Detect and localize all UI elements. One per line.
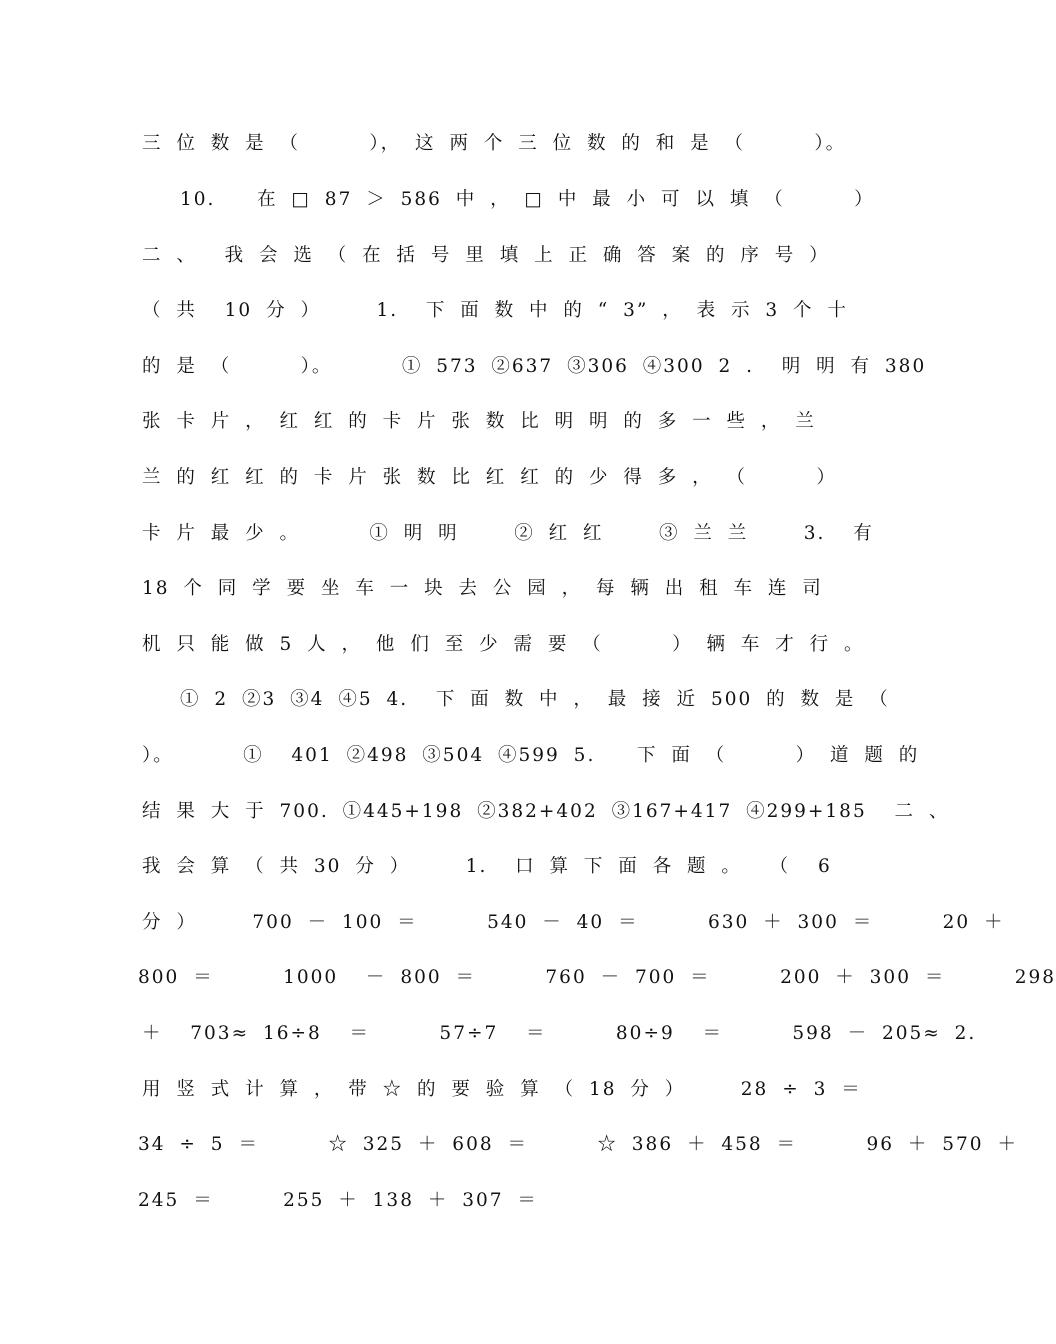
text-line-18: 用 竖 式 计 算 ， 带 ☆ 的 要 验 算 （ 18 分 ） 28 ÷ 3 ＝ bbox=[142, 1079, 862, 1100]
text-line-16: 800 ＝ 1000 － 800 ＝ 760 － 700 ＝ 200 ＋ 300 ＝ 298 bbox=[138, 967, 1056, 988]
text-line-5: 的 是 （ ）。 ① 573 ②637 ③306 ④300 2 . 明 明 有 380 bbox=[142, 356, 927, 377]
text-line-11: ① 2 ②3 ③4 ④5 4. 下 面 数 中 ， 最 接 近 500 的 数 是 （ bbox=[180, 689, 890, 710]
text-line-8: 卡 片 最 少 。 ① 明 明 ② 红 红 ③ 兰 兰 3. 有 bbox=[142, 523, 874, 544]
text-line-6: 张 卡 片 ， 红 红 的 卡 片 张 数 比 明 明 的 多 一 些 ， 兰 bbox=[142, 411, 816, 432]
text-line-14: 我 会 算 （ 共 30 分 ） 1. 口 算 下 面 各 题 。 （ 6 bbox=[142, 856, 832, 877]
text-line-1: 三 位 数 是 （ ）， 这 两 个 三 位 数 的 和 是 （ ）。 bbox=[142, 133, 847, 154]
text-line-2: 10. 在 □ 87 ＞ 586 中 ， □ 中 最 小 可 以 填 （ ） bbox=[180, 189, 875, 210]
text-line-13: 结 果 大 于 700. ①445+198 ②382+402 ③167+417 ④299+185 二 、 bbox=[142, 801, 950, 822]
text-line-7: 兰 的 红 红 的 卡 片 张 数 比 红 红 的 少 得 多 ， （ ） bbox=[142, 467, 837, 488]
text-line-17: ＋ 703≈ 16÷8 ＝ 57÷7 ＝ 80÷9 ＝ 598 － 205≈ 2. bbox=[142, 1023, 977, 1044]
text-line-15: 分 ） 700 － 100 ＝ 540 － 40 ＝ 630 ＋ 300 ＝ 20 ＋ bbox=[142, 912, 1005, 933]
text-line-12: ）。 ① 401 ②498 ③504 ④599 5. 下 面 （ ） 道 题 的 bbox=[142, 745, 920, 766]
text-line-9: 18 个 同 学 要 坐 车 一 块 去 公 园 ， 每 辆 出 租 车 连 司 bbox=[142, 578, 823, 599]
text-line-10: 机 只 能 做 5 人 ， 他 们 至 少 需 要 （ ） 辆 车 才 行 。 bbox=[142, 634, 865, 655]
text-line-19: 34 ÷ 5 ＝ ☆ 325 ＋ 608 ＝ ☆ 386 ＋ 458 ＝ 96 ＋ 570 ＋ bbox=[138, 1134, 1018, 1155]
text-line-20: 245 ＝ 255 ＋ 138 ＋ 307 ＝ bbox=[138, 1190, 538, 1211]
text-line-4: （ 共 10 分 ） 1. 下 面 数 中 的 “ 3” ， 表 示 3 个 十 bbox=[142, 300, 848, 321]
text-line-3: 二 、 我 会 选 （ 在 括 号 里 填 上 正 确 答 案 的 序 号 ） bbox=[142, 245, 830, 266]
